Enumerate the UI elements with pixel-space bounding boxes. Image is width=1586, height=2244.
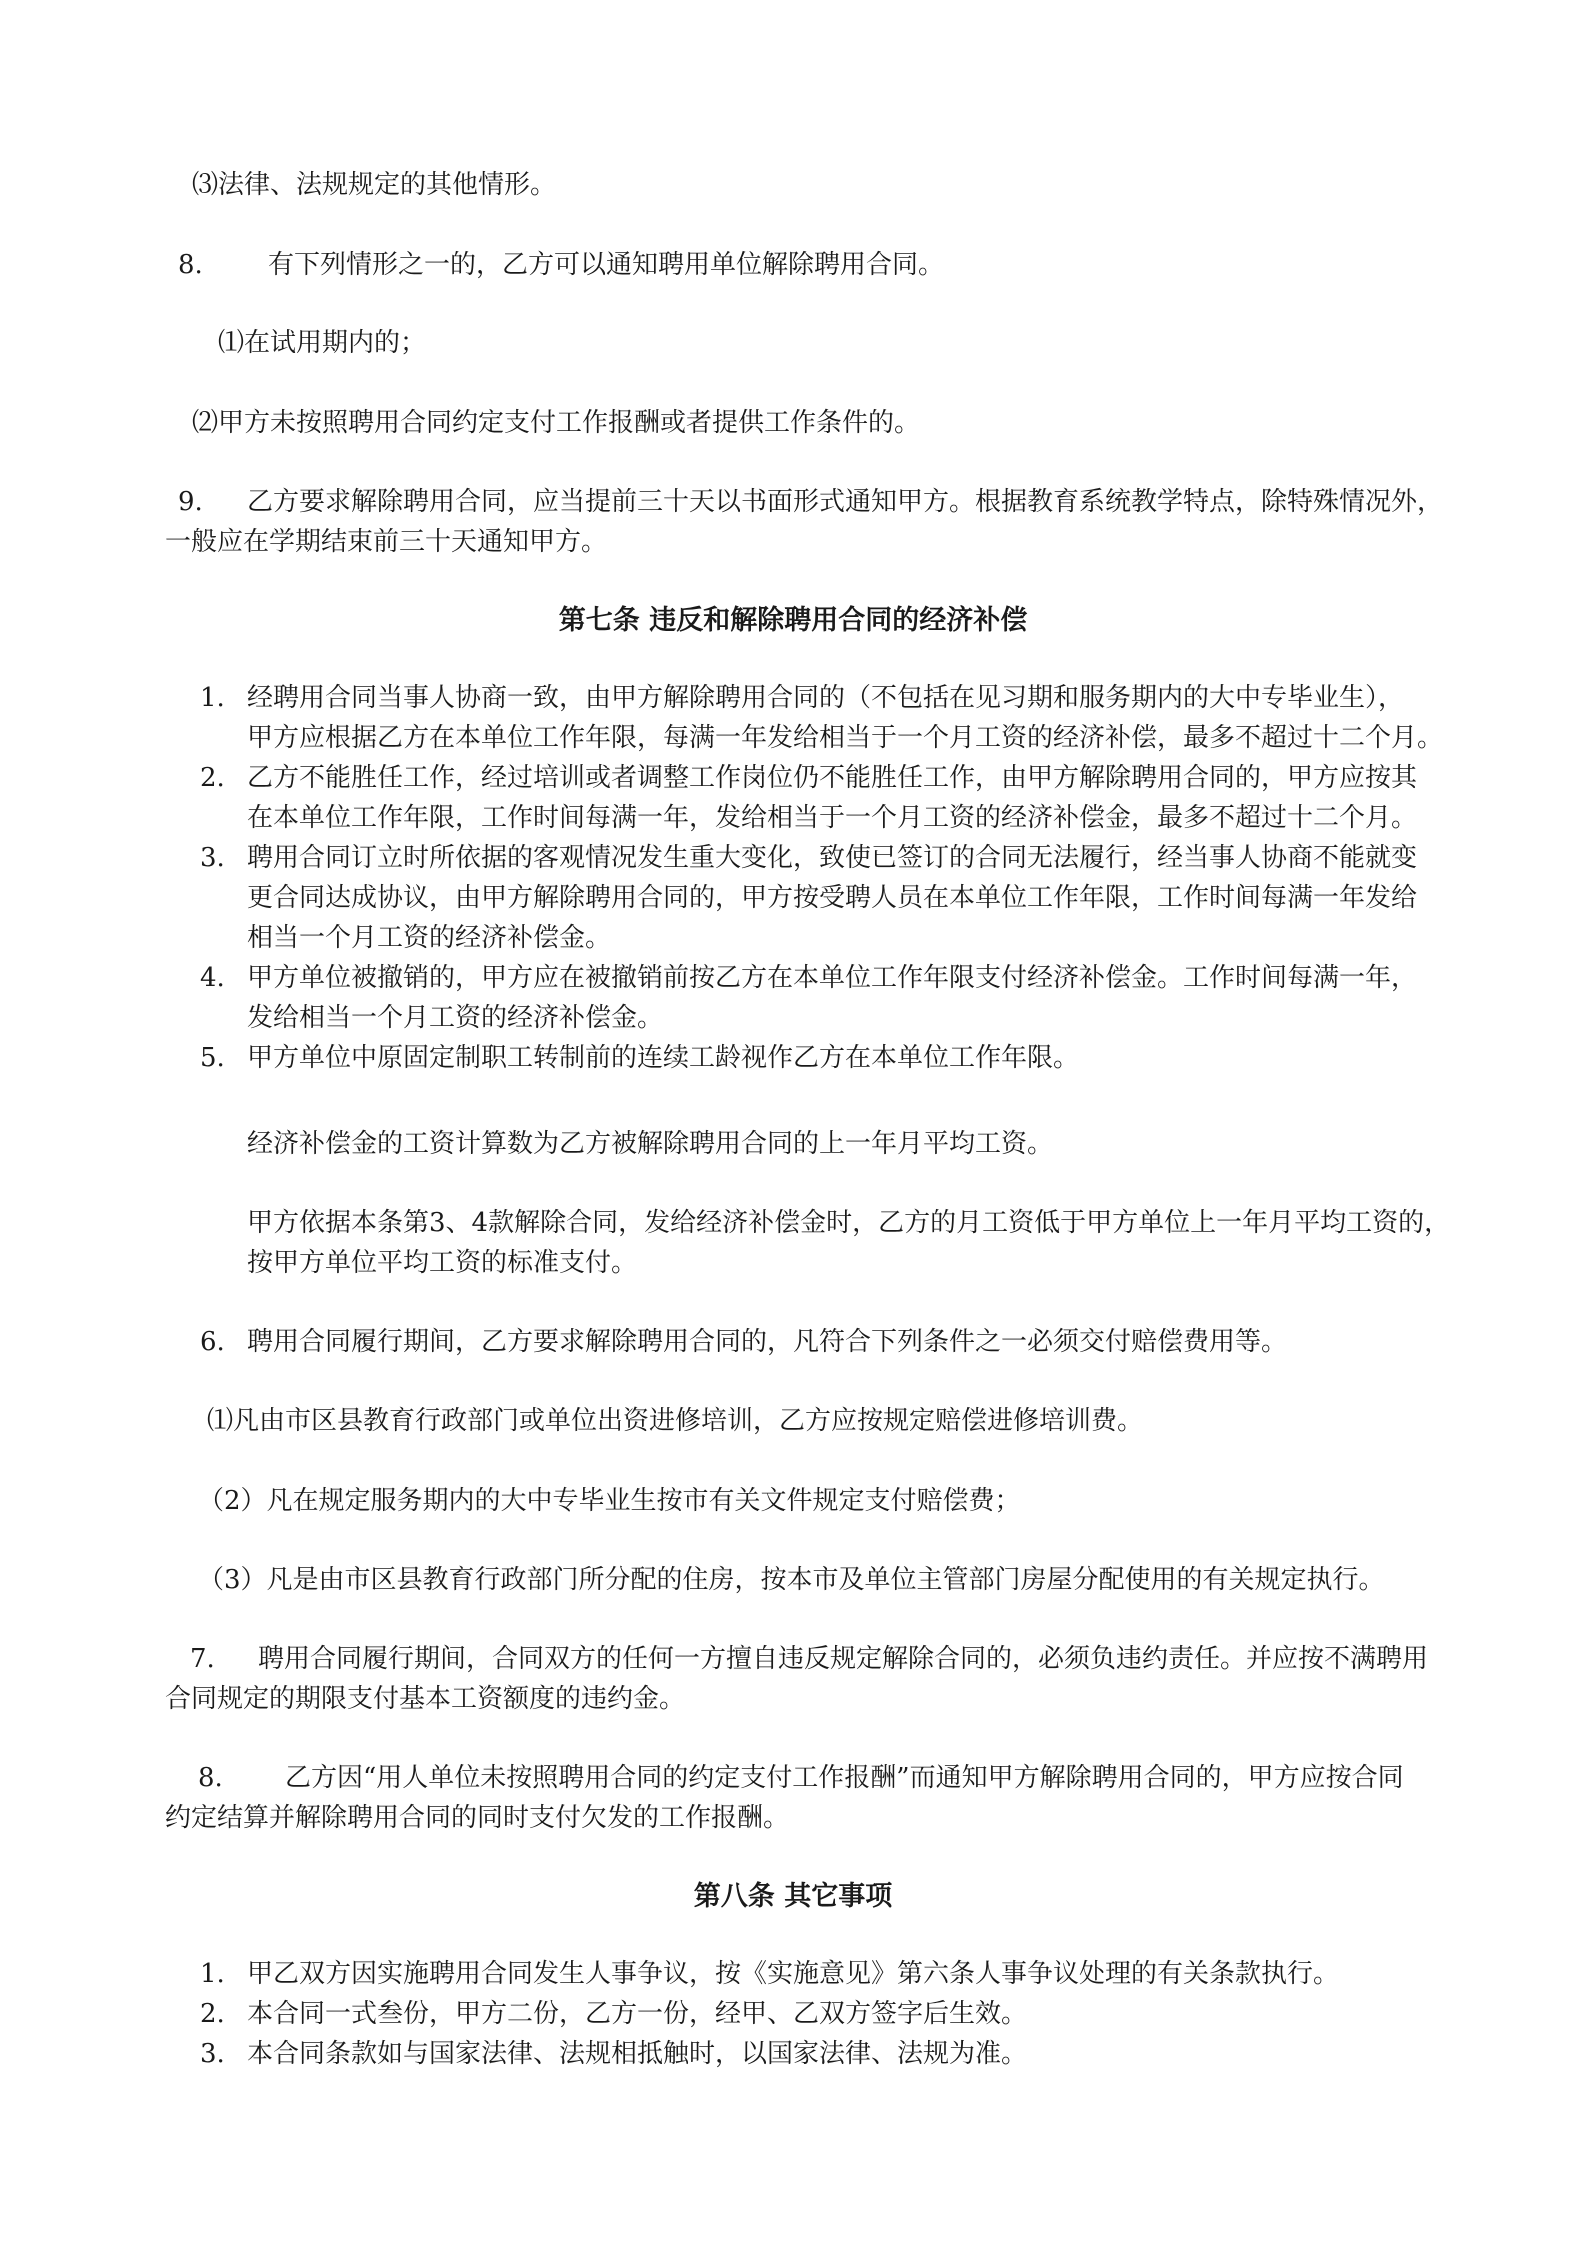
section-8-title: 第八条 其它事项 — [693, 1881, 893, 1912]
clause-9-line-2: 一般应在学期结束前三十天通知甲方。 — [165, 527, 608, 557]
clause-8-number: 8. — [178, 250, 203, 280]
section-7-item-5-number: 5. — [200, 1043, 225, 1073]
section-7-item-8-line-2: 约定结算并解除聘用合同的同时支付欠发的工作报酬。 — [165, 1803, 790, 1833]
section-7-item-6-text: 聘用合同履行期间，乙方要求解除聘用合同的，凡符合下列条件之一必须交付赔偿费用等。 — [247, 1327, 1288, 1357]
clause-8-sub-2: ⑵甲方未按照聘用合同约定支付工作报酬或者提供工作条件的。 — [192, 408, 921, 438]
section-7-item-2-number: 2. — [200, 763, 225, 793]
section-7-item-3-line-1: 聘用合同订立时所依据的客观情况发生重大变化，致使已签订的合同无法履行，经当事人协商不能就变 — [247, 843, 1418, 873]
clause-9-line-1: 乙方要求解除聘用合同，应当提前三十天以书面形式通知甲方。根据教育系统教学特点，除特殊情况外， — [247, 487, 1444, 517]
clause-item-3: ⑶法律、法规规定的其他情形。 — [192, 170, 557, 200]
section-8-item-1-number: 1. — [200, 1959, 225, 1989]
section-7-item-7-number: 7. — [190, 1644, 215, 1674]
section-8-item-1-text: 甲乙双方因实施聘用合同发生人事争议，按《实施意见》第六条人事争议处理的有关条款执行。 — [247, 1959, 1340, 1989]
section-7-item-1-line-2: 甲方应根据乙方在本单位工作年限，每满一年发给相当于一个月工资的经济补偿，最多不超过十二个月。 — [247, 723, 1444, 753]
section-7-item-2-line-2: 在本单位工作年限，工作时间每满一年，发给相当于一个月工资的经济补偿金，最多不超过十二个月。 — [247, 803, 1418, 833]
clause-9-number: 9. — [178, 487, 203, 517]
section-7-item-3-line-3: 相当一个月工资的经济补偿金。 — [247, 923, 612, 953]
section-7-note-1: 经济补偿金的工资计算数为乙方被解除聘用合同的上一年月平均工资。 — [247, 1129, 1054, 1159]
section-7-item-8-line-1: 乙方因“用人单位未按照聘用合同的约定支付工作报酬”而通知甲方解除聘用合同的，甲方应按合同 — [285, 1763, 1404, 1793]
section-7-item-2-line-1: 乙方不能胜任工作，经过培训或者调整工作岗位仍不能胜任工作，由甲方解除聘用合同的，甲方应按其 — [247, 763, 1418, 793]
section-8-item-2-number: 2. — [200, 1999, 225, 2029]
section-7-item-3-line-2: 更合同达成协议，由甲方解除聘用合同的，甲方按受聘人员在本单位工作年限，工作时间每满一年发给 — [247, 883, 1418, 913]
section-7-item-8-number: 8. — [198, 1763, 223, 1793]
section-7-item-6-sub-1: ⑴凡由市区县教育行政部门或单位出资进修培训，乙方应按规定赔偿进修培训费。 — [207, 1406, 1144, 1436]
section-7-item-3-number: 3. — [200, 843, 225, 873]
section-7-item-6-sub-3: （3）凡是由市区县教育行政部门所分配的住房，按本市及单位主管部门房屋分配使用的有关规定执行。 — [198, 1565, 1385, 1595]
section-7-item-6-sub-2: （2）凡在规定服务期内的大中专毕业生按市有关文件规定支付赔偿费； — [198, 1486, 1021, 1516]
clause-8-text: 有下列情形之一的，乙方可以通知聘用单位解除聘用合同。 — [268, 250, 945, 280]
section-8-item-3-number: 3. — [200, 2039, 225, 2069]
section-7-item-5-line-1: 甲方单位中原固定制职工转制前的连续工龄视作乙方在本单位工作年限。 — [247, 1043, 1080, 1073]
section-7-item-1-number: 1. — [200, 683, 225, 713]
section-7-note-2-line-1: 甲方依据本条第3、4款解除合同，发给经济补偿金时，乙方的月工资低于甲方单位上一年月平均工资的， — [247, 1208, 1451, 1238]
clause-8-sub-1: ⑴在试用期内的； — [218, 328, 427, 358]
section-7-note-2-line-2: 按甲方单位平均工资的标准支付。 — [247, 1248, 638, 1278]
section-7-item-4-number: 4. — [200, 963, 225, 993]
section-7-title: 第七条 违反和解除聘用合同的经济补偿 — [558, 605, 1028, 636]
section-8-item-2-text: 本合同一式叁份，甲方二份，乙方一份，经甲、乙双方签字后生效。 — [247, 1999, 1028, 2029]
section-8-item-3-text: 本合同条款如与国家法律、法规相抵触时，以国家法律、法规为准。 — [247, 2039, 1028, 2069]
section-7-item-7-line-1: 聘用合同履行期间，合同双方的任何一方擅自违反规定解除合同的，必须负违约责任。并应按不满聘用 — [258, 1644, 1429, 1674]
section-7-item-6-number: 6. — [200, 1327, 225, 1357]
section-7-item-4-line-1: 甲方单位被撤销的，甲方应在被撤销前按乙方在本单位工作年限支付经济补偿金。工作时间每满一年， — [247, 963, 1418, 993]
section-7-item-7-line-2: 合同规定的期限支付基本工资额度的违约金。 — [165, 1684, 686, 1714]
section-7-item-1-line-1: 经聘用合同当事人协商一致，由甲方解除聘用合同的（不包括在见习期和服务期内的大中专毕业生）， — [247, 683, 1405, 713]
section-7-item-4-line-2: 发给相当一个月工资的经济补偿金。 — [247, 1003, 664, 1033]
